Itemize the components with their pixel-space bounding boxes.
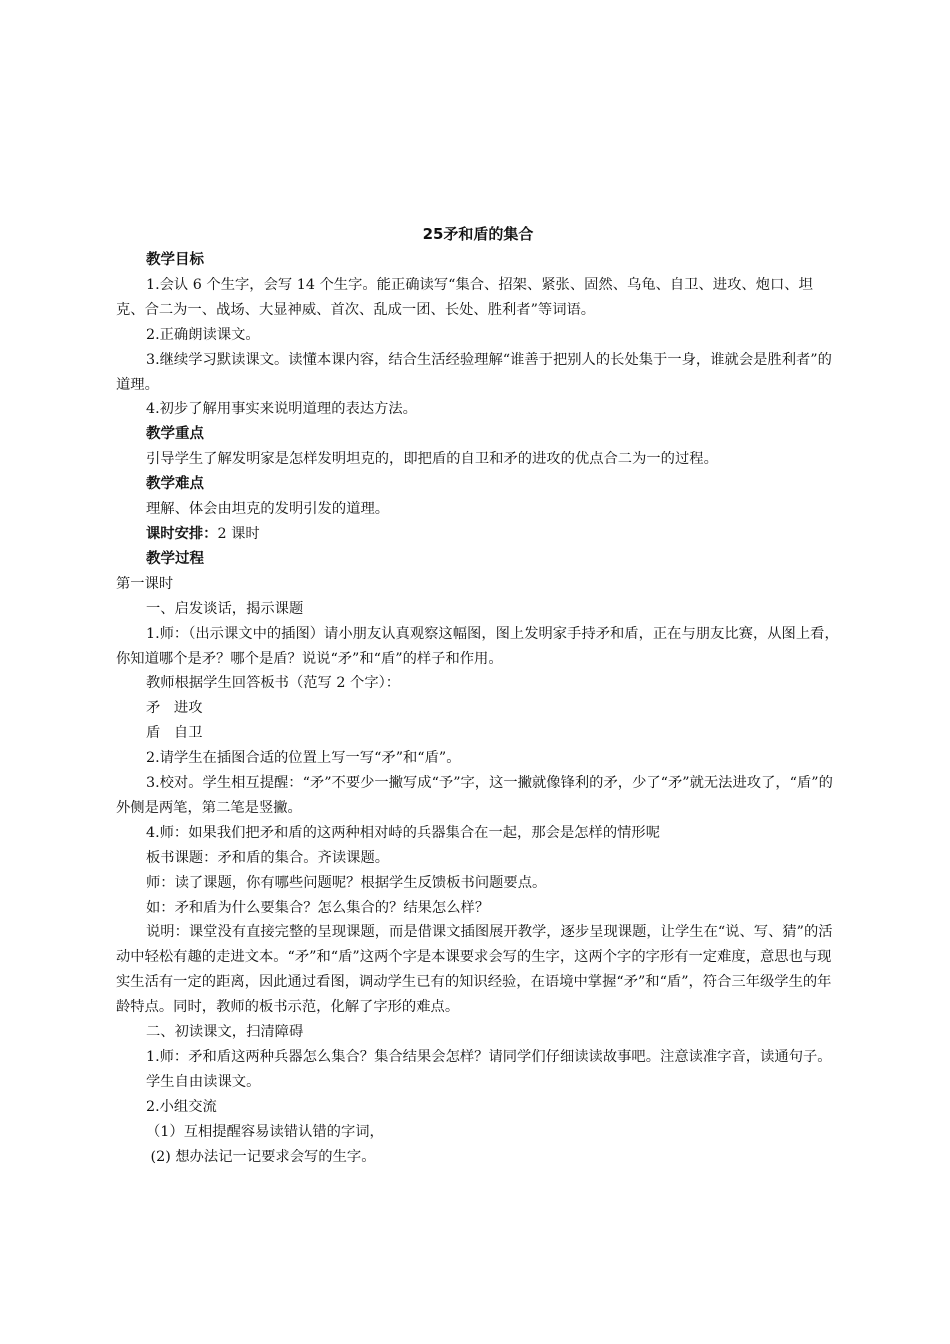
goal-item: 2.正确朗读课文。 bbox=[146, 326, 260, 343]
paragraph: 4.师：如果我们把矛和盾的这两种相对峙的兵器集合在一起，那会是怎样的情形呢 bbox=[146, 824, 661, 841]
section-heading: 一、启发谈话，揭示课题 bbox=[146, 600, 304, 617]
section-heading: 二、初读课文，扫清障碍 bbox=[146, 1024, 304, 1041]
process-heading: 教学过程 bbox=[146, 550, 204, 567]
paragraph: 板书课题：矛和盾的集合。齐读课题。 bbox=[146, 849, 390, 866]
goal-item: 1.会认 6 个生字，会写 14 个生字。能正确读写“集合、招架、紧张、固然、乌龟、自卫、进攻、炮口、坦克、合二为一、战场、大显神威、首次、乱成一团、长处、胜利者”等词语。 bbox=[116, 276, 813, 318]
schedule-value: 2 课时 bbox=[217, 525, 260, 542]
paragraph: 2.请学生在插图合适的位置上写一写“矛”和“盾”。 bbox=[146, 750, 461, 767]
paragraph: 如：矛和盾为什么要集合？怎么集合的？结果怎么样？ bbox=[146, 899, 490, 916]
document-page bbox=[116, 222, 840, 1170]
difficulty-heading: 教学难点 bbox=[146, 476, 204, 493]
key-heading: 教学重点 bbox=[146, 426, 204, 443]
note-paragraph: 说明：课堂没有直接完整的呈现课题，而是借课文插图展开教学，逐步呈现课题，让学生在“说、写、猜”的活动中轻松有趣的走进文本。“矛”和“盾”这两个字是本课要求会写的生字，这两个字的字形有一定难度，意思也与现实生活有一定的距离，因此通过看图，调动学生已有的知识经验，在语境中掌握“矛”和“盾”，符合三年级学生的年龄特点。同时，教师的板书示范，化解了字形的难点。 bbox=[116, 924, 833, 1016]
paragraph: 学生自由读课文。 bbox=[146, 1073, 261, 1090]
lesson-label: 第一课时 bbox=[116, 575, 174, 592]
goal-item: 3.继续学习默读课文。读懂本课内容，结合生活经验理解“谁善于把别人的长处集于一身，谁就会是胜利者”的道理。 bbox=[116, 351, 832, 393]
paragraph: 师：读了课题，你有哪些问题呢？根据学生反馈板书问题要点。 bbox=[146, 874, 547, 891]
page-title: 25矛和盾的集合 bbox=[422, 225, 534, 243]
key-text: 引导学生了解发明家是怎样发明坦克的，即把盾的自卫和矛的进攻的优点合二为一的过程。 bbox=[146, 451, 718, 468]
schedule-label: 课时安排： bbox=[146, 525, 218, 542]
board-line: 矛 进攻 bbox=[146, 700, 203, 717]
schedule-line bbox=[116, 522, 840, 547]
paragraph: 2.小组交流 bbox=[146, 1098, 217, 1115]
paragraph: （1）互相提醒容易读错认错的字词， bbox=[146, 1123, 384, 1140]
board-line: 盾 自卫 bbox=[146, 725, 203, 742]
paragraph: 教师根据学生回答板书（范写 2 个字）： bbox=[146, 675, 401, 692]
paragraph: 3.校对。学生相互提醒：“矛”不要少一撇写成“予”字，这一撇就像锋利的矛，少了“矛”就无法进攻了，“盾”的外侧是两笔，第二笔是竖撇。 bbox=[116, 775, 833, 816]
goal-item: 4.初步了解用事实来说明道理的表达方法。 bbox=[146, 401, 417, 418]
goals-heading: 教学目标 bbox=[146, 252, 204, 268]
difficulty-text: 理解、体会由坦克的发明引发的道理。 bbox=[146, 501, 390, 518]
paragraph: 1.师：矛和盾这两种兵器怎么集合？集合结果会怎样？请同学们仔细读读故事吧。注意读准字音，读通句子。 bbox=[146, 1049, 832, 1065]
paragraph: 1.师：（出示课文中的插图）请小朋友认真观察这幅图，图上发明家手持矛和盾，正在与朋友比赛，从图上看，你知道哪个是矛？哪个是盾？说说“矛”和“盾”的样子和作用。 bbox=[116, 625, 839, 667]
paragraph: (2) 想办法记一记要求会写的生字。 bbox=[146, 1148, 376, 1165]
